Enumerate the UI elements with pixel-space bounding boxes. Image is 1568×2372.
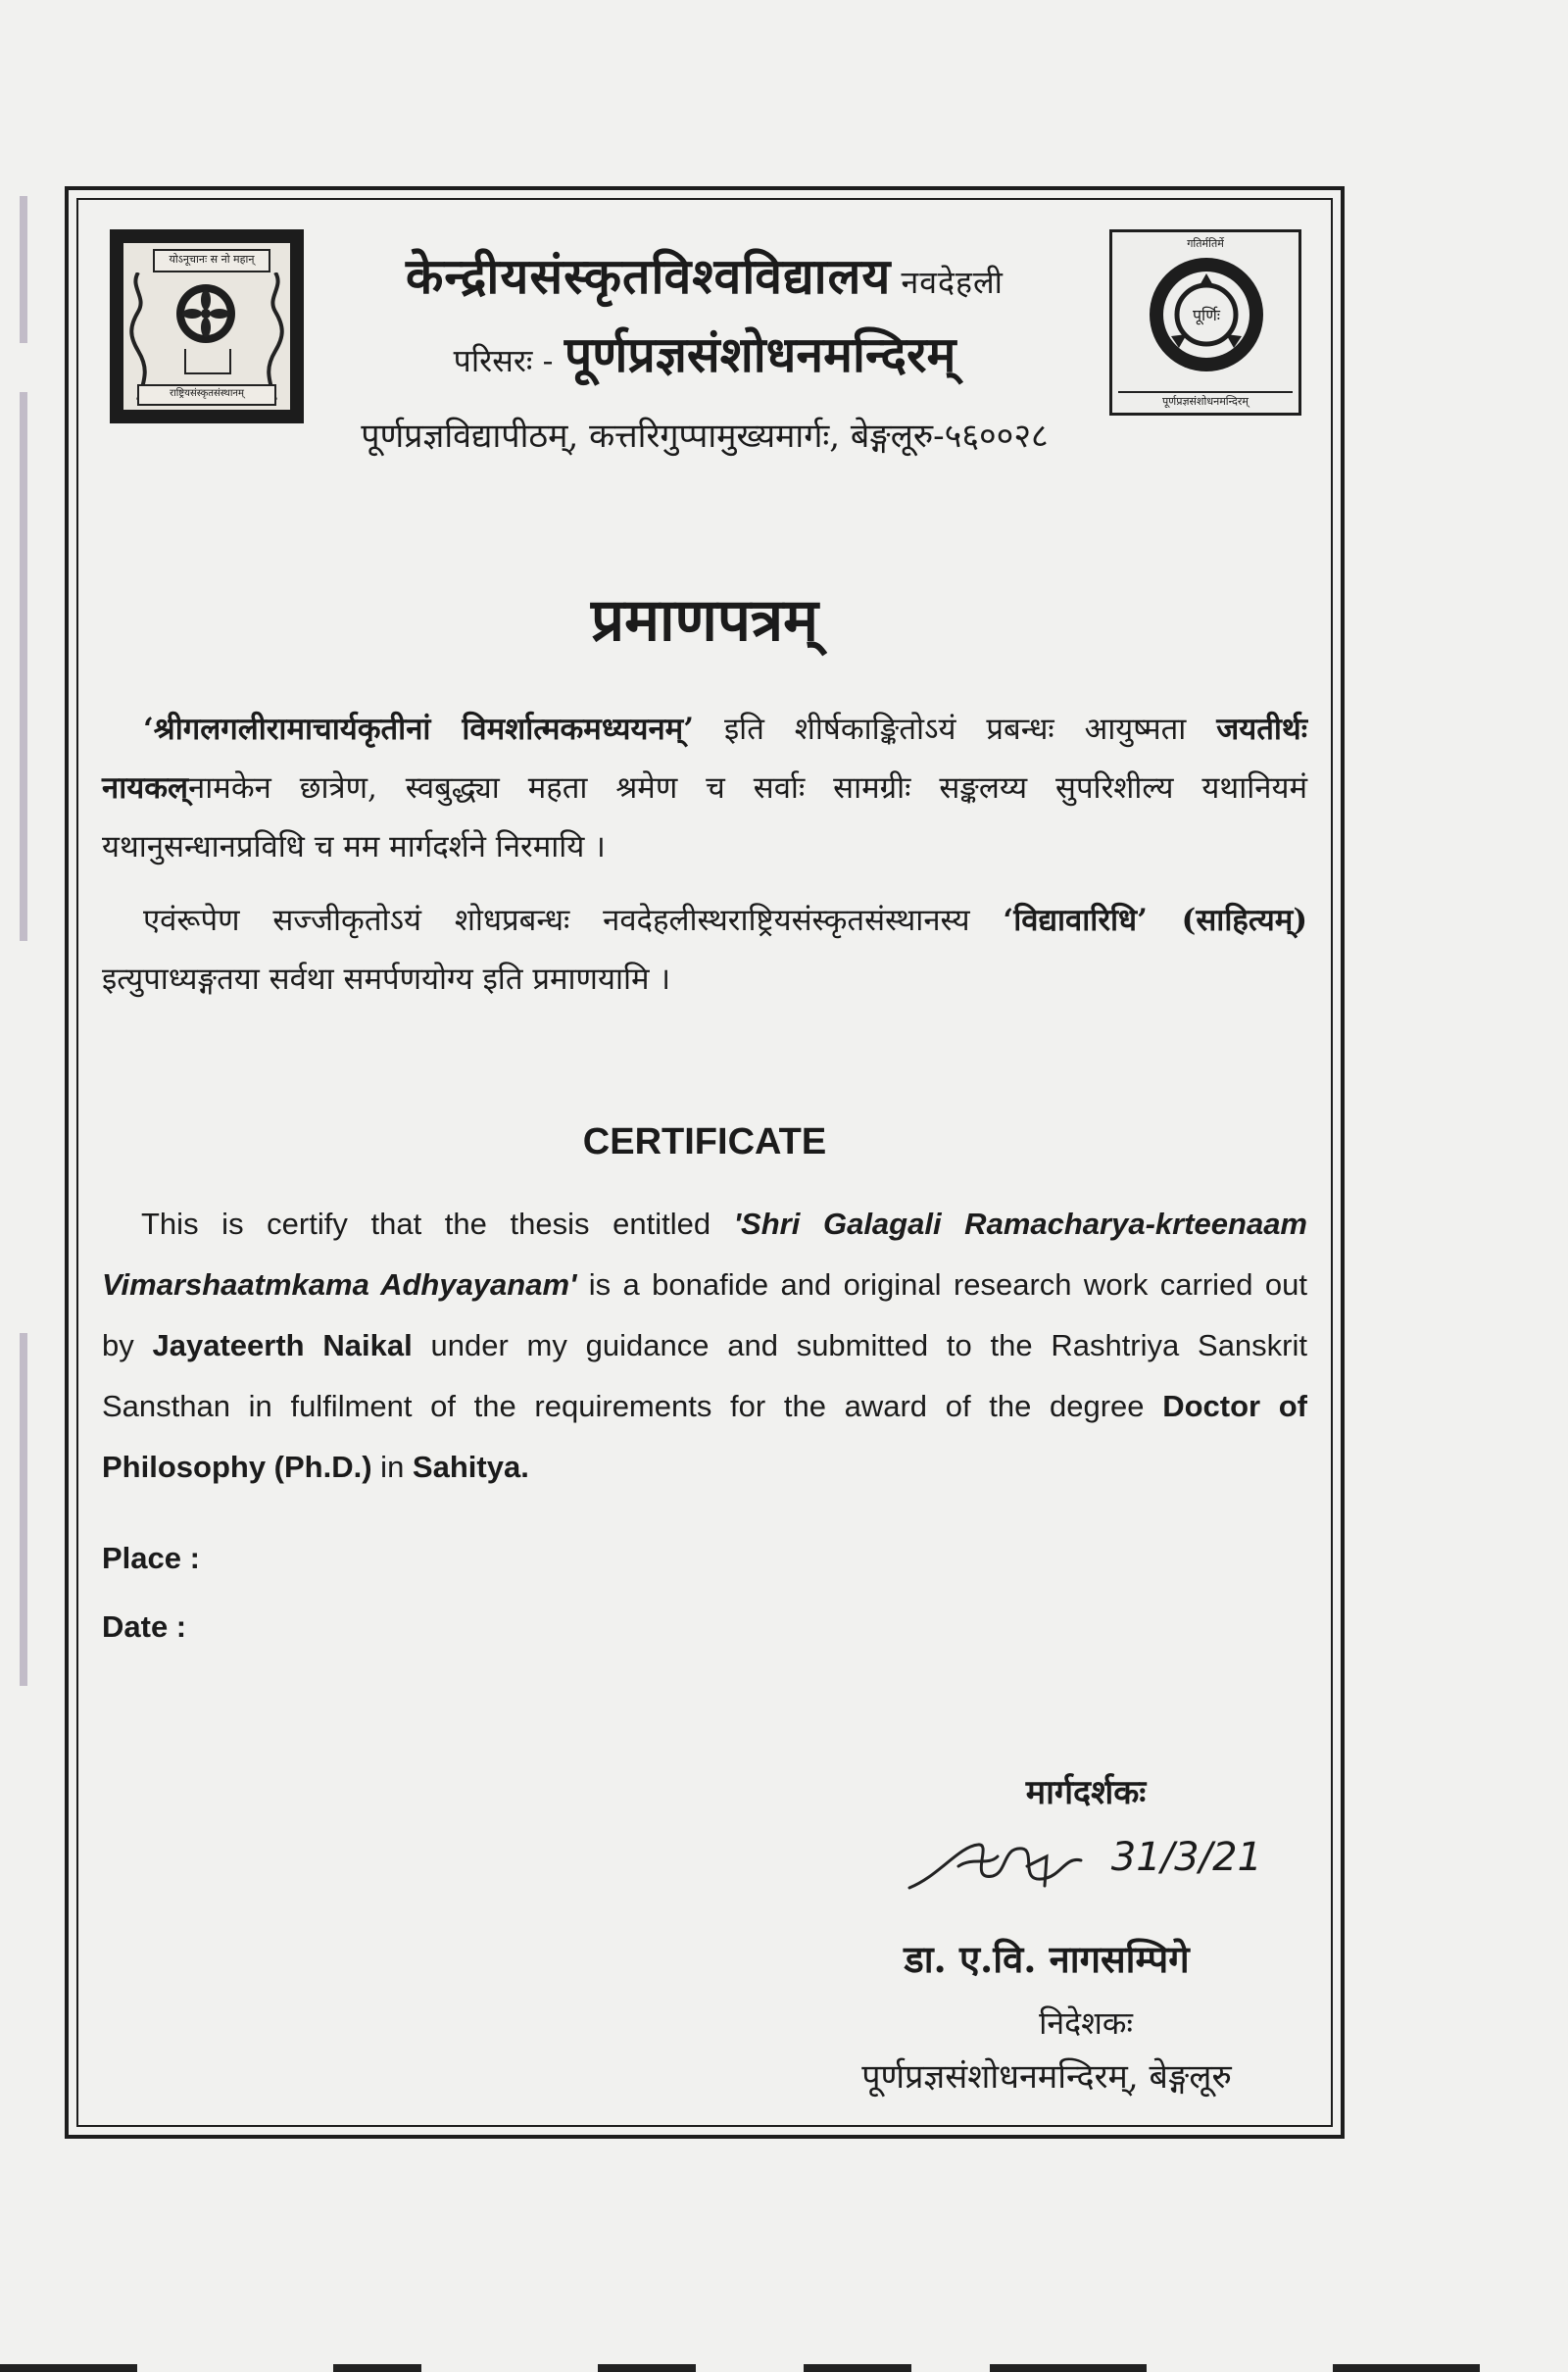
certificate-frame — [65, 186, 1345, 2139]
scan-edge-mark — [20, 1392, 27, 1686]
degree-name-sanskrit: ‘विद्यावारिधि’ (साहित्यम्) — [1003, 903, 1307, 938]
seal-arc-text: गतिर्मतिर्मे — [1187, 237, 1224, 250]
candidate-name-sanskrit: जयतीर्थः नायकल् — [102, 712, 1308, 806]
thesis-title-sanskrit: ‘श्रीगलगलीरामाचार्यकृतीनां विमर्शात्मकमध्ययनम्’ — [143, 712, 694, 747]
scan-bottom-edge — [0, 2362, 1568, 2372]
english-text: is a bonafide and original research work carried out by — [102, 1267, 1307, 1362]
certificate-title-sanskrit: प्रमाणपत्रम् — [590, 586, 819, 655]
campus-label: परिसरः - — [453, 342, 554, 379]
guide-role: निदेशकः — [1039, 2004, 1133, 2042]
university-title: केन्द्रीयसंस्कृतविश्वविद्यालय — [406, 247, 892, 305]
sanskrit-text: नामकेन छात्रेण, स्वबुद्ध्या महता श्रमेण च सर्वाः सामग्रीः सङ्कलय्य सुपरिशील्य यथानियमं यथानुसन्धानप्रविधि च मम मार्गदर्शने निरमायि । — [102, 770, 1307, 865]
signature-scribble-icon — [900, 1827, 1115, 1905]
sanskrit-text: इत्युपाध्यङ्गतया सर्वथा समर्पणयोग्य इति प्रमाणयामि । — [102, 962, 671, 997]
emblem-base-text: राष्ट्रियसंस्कृतसंस्थानम् — [137, 384, 276, 406]
seal-center-text: पूर्णिः — [1192, 306, 1221, 324]
seal-base-text: पूर्णप्रज्ञसंशोधनमन्दिरम् — [1118, 391, 1293, 411]
university-city: नवदेहली — [901, 264, 1004, 301]
scan-edge-mark — [20, 196, 27, 343]
thesis-title-english: 'Shri Galagali Ramacharya-krteenaam Vimarshaatmkama Adhyayanam' — [102, 1207, 1307, 1302]
sanskrit-text: इति शीर्षकाङ्कितोऽयं प्रबन्धः आयुष्मता — [694, 712, 1217, 747]
place-label: Place : — [102, 1541, 200, 1575]
english-text: This is certify that the thesis entitled — [141, 1207, 734, 1241]
english-text: under my guidance and submitted to the Rashtriya Sanskrit Sansthan in fulfilment of the requirements for the award of the degree — [102, 1328, 1308, 1423]
campus-name: पूर्णप्रज्ञसंशोधनमन्दिरम् — [564, 325, 956, 383]
degree-name-english: Doctor of Philosophy (Ph.D.) — [102, 1389, 1307, 1484]
english-text: in — [371, 1450, 413, 1484]
scan-edge-mark — [20, 1333, 27, 1392]
guide-label: मार्गदर्शकः — [1025, 1773, 1147, 1812]
sanskrit-text: एवंरूपेण सज्जीकृतोऽयं शोधप्रबन्धः नवदेहलीस्थराष्ट्रियसंस्कृतसंस्थानस्य — [143, 903, 1004, 938]
sanskrit-paragraph-2 — [102, 891, 1307, 1009]
emblem-motto: योऽनूचानः स नो महान् — [153, 249, 270, 272]
subject-name: Sahitya. — [412, 1450, 529, 1484]
certificate-title-english: CERTIFICATE — [582, 1121, 827, 1162]
candidate-name-english: Jayateerth Naikal — [152, 1328, 413, 1362]
guide-name: डा. ए.वि. नागसम्पिगे — [904, 1937, 1190, 1981]
institute-seal-icon — [1109, 229, 1301, 416]
handwritten-signature — [870, 1827, 1262, 1905]
date-label: Date : — [102, 1609, 187, 1644]
scan-edge-mark — [20, 392, 27, 941]
english-paragraph — [102, 1194, 1307, 1498]
campus-address: पूर्णप्रज्ञविद्यापीठम्, कत्तरिगुप्पामुख्यमार्गः, बेङ्गलूरु-५६००२८ — [361, 417, 1049, 456]
seal-wheel-icon — [1146, 254, 1267, 375]
guide-institution: पूर्णप्रज्ञसंशोधनमन्दिरम्, बेङ्गलूरु — [861, 2057, 1232, 2097]
sanskrit-paragraph-1 — [102, 700, 1307, 876]
signature-date: 31/3/21 — [1110, 1835, 1262, 1880]
